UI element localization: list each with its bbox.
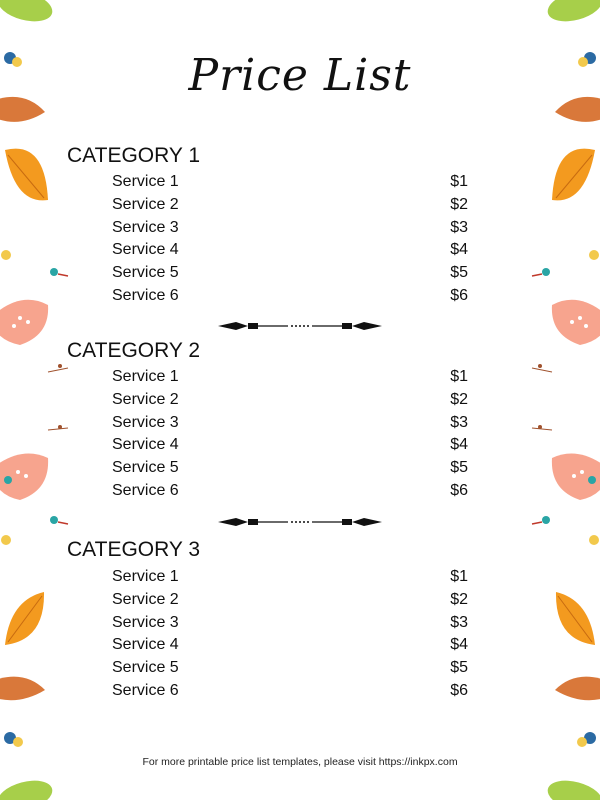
ornament-divider bbox=[218, 320, 382, 332]
service-price: $3 bbox=[450, 413, 468, 431]
service-price: $5 bbox=[450, 659, 468, 677]
service-name: Service 2 bbox=[112, 390, 179, 408]
service-name: Service 1 bbox=[112, 173, 179, 190]
floral-border-right bbox=[530, 0, 600, 800]
service-price: $4 bbox=[450, 436, 468, 454]
list-item bbox=[112, 262, 468, 285]
list-item bbox=[112, 589, 468, 612]
service-price: $4 bbox=[450, 241, 468, 259]
service-price: $1 bbox=[450, 568, 468, 585]
service-name: Service 3 bbox=[112, 218, 179, 236]
list-item bbox=[112, 171, 468, 194]
category-1-items bbox=[112, 171, 468, 308]
service-name: Service 3 bbox=[112, 413, 179, 431]
category-2-items bbox=[112, 366, 468, 503]
service-price: $1 bbox=[450, 173, 468, 190]
service-name: Service 5 bbox=[112, 459, 179, 477]
service-name: Service 6 bbox=[112, 286, 179, 304]
service-name: Service 1 bbox=[112, 368, 179, 385]
list-item bbox=[112, 657, 468, 680]
service-price: $4 bbox=[450, 636, 468, 654]
list-item bbox=[112, 389, 468, 412]
page-title: Price List bbox=[188, 50, 412, 101]
list-item bbox=[112, 217, 468, 240]
service-price: $6 bbox=[450, 681, 468, 699]
ornament-divider bbox=[218, 516, 382, 528]
list-item bbox=[112, 434, 468, 457]
service-price: $3 bbox=[450, 218, 468, 236]
service-price: $5 bbox=[450, 264, 468, 282]
service-name: Service 2 bbox=[112, 195, 179, 213]
service-name: Service 5 bbox=[112, 264, 179, 282]
service-price: $2 bbox=[450, 195, 468, 213]
service-name: Service 5 bbox=[112, 659, 179, 677]
category-heading-3: CATEGORY 3 bbox=[67, 538, 201, 561]
service-name: Service 6 bbox=[112, 681, 179, 699]
service-name: Service 4 bbox=[112, 241, 179, 259]
category-heading-2: CATEGORY 2 bbox=[67, 339, 201, 362]
list-item bbox=[112, 480, 468, 503]
category-3-items bbox=[112, 566, 468, 703]
service-price: $6 bbox=[450, 481, 468, 499]
service-price: $2 bbox=[450, 390, 468, 408]
list-item bbox=[112, 194, 468, 217]
service-name: Service 3 bbox=[112, 613, 179, 631]
service-price: $6 bbox=[450, 286, 468, 304]
service-name: Service 4 bbox=[112, 436, 179, 454]
service-price: $2 bbox=[450, 590, 468, 608]
floral-border-left bbox=[0, 0, 70, 800]
list-item bbox=[112, 412, 468, 435]
service-price: $3 bbox=[450, 613, 468, 631]
category-heading-1: CATEGORY 1 bbox=[67, 144, 201, 167]
service-name: Service 1 bbox=[112, 568, 179, 585]
service-name: Service 2 bbox=[112, 590, 179, 608]
service-name: Service 6 bbox=[112, 481, 179, 499]
footer-note: For more printable price list templates, please visit https://inkpx.com bbox=[142, 756, 458, 768]
list-item bbox=[112, 285, 468, 308]
service-price: $1 bbox=[450, 368, 468, 385]
list-item bbox=[112, 239, 468, 262]
list-item bbox=[112, 612, 468, 635]
service-name: Service 4 bbox=[112, 636, 179, 654]
list-item bbox=[112, 566, 468, 589]
list-item bbox=[112, 366, 468, 389]
list-item bbox=[112, 634, 468, 657]
service-price: $5 bbox=[450, 459, 468, 477]
list-item bbox=[112, 457, 468, 480]
list-item bbox=[112, 680, 468, 703]
